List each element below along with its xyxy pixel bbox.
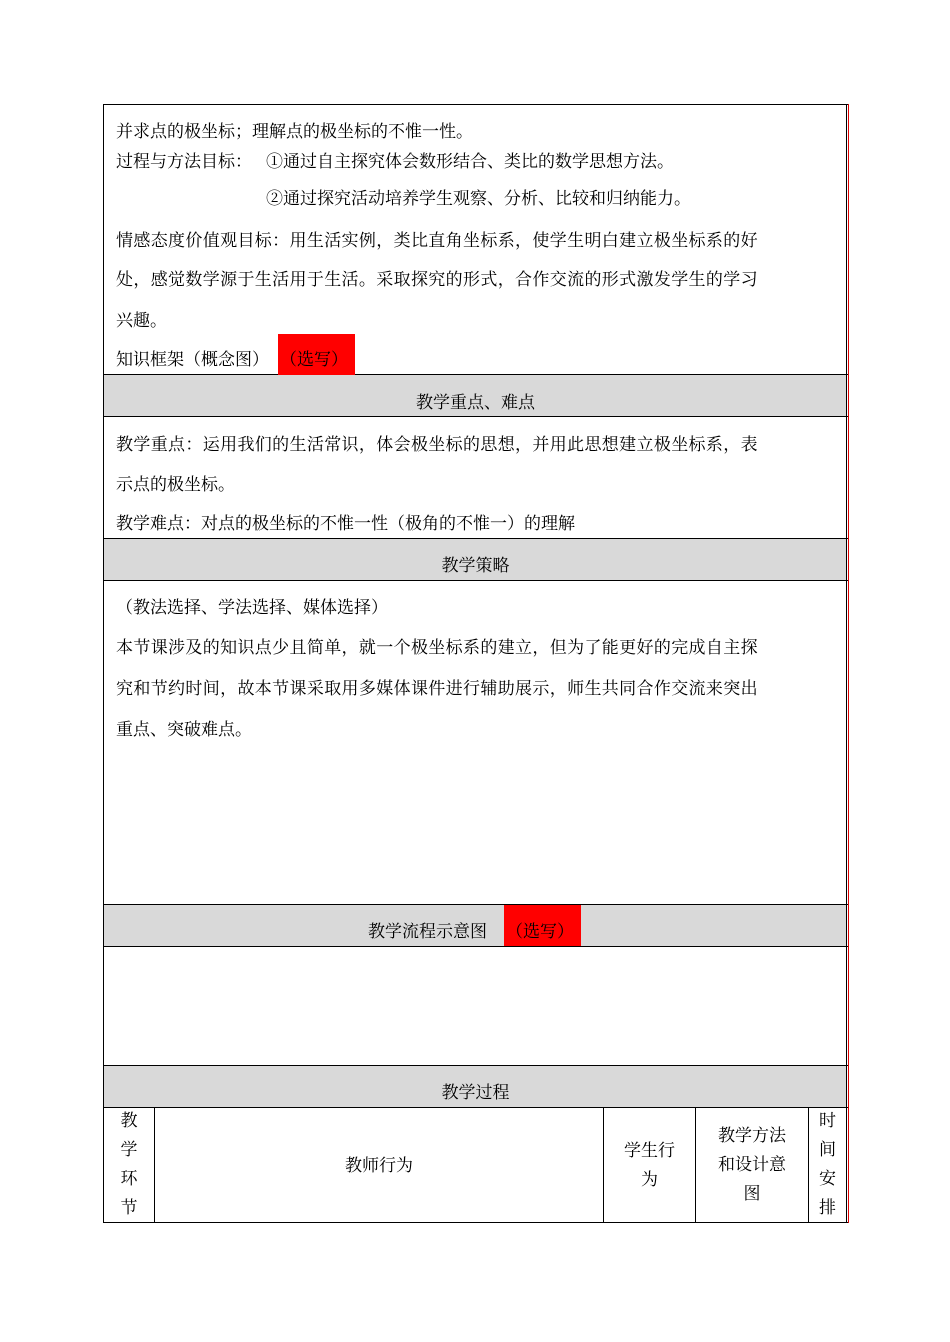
strategy-line: （教法选择、学法选择、媒体选择） [116, 598, 388, 618]
knowledge-framework-label: 知识框架（概念图） [116, 350, 269, 370]
col-header-stage [104, 1107, 154, 1223]
emotion-objective-line: 处，感觉数学源于生活用于生活。采取探究的形式，合作交流的形式激发学生的学习 [116, 270, 758, 290]
row-divider [103, 416, 848, 417]
key-points-header: 教学重点、难点 [416, 393, 535, 413]
strategy-line: 究和节约时间，故本节课采取用多媒体课件进行辅助展示，师生共同合作交流来突出 [116, 679, 758, 699]
col-header-time-char: 安 [819, 1169, 836, 1189]
col-header-stage-char: 环 [120, 1169, 138, 1189]
row-divider [103, 1107, 848, 1108]
table-right-border [846, 104, 847, 1223]
row-divider [103, 538, 848, 539]
strategy-header: 教学策略 [441, 556, 510, 576]
optional-tag-text: （选写） [506, 922, 574, 942]
process-header: 教学过程 [441, 1083, 510, 1103]
row-divider [103, 580, 848, 581]
col-header-time [809, 1107, 846, 1223]
optional-tag [504, 905, 581, 946]
col-header-time-char: 排 [819, 1198, 836, 1218]
strategy-line: 重点、突破难点。 [116, 720, 252, 740]
optional-tag [278, 334, 355, 375]
table-left-border [103, 104, 104, 1223]
col-header-stage-char: 教 [120, 1111, 138, 1131]
process-objective-label: 过程与方法目标： [116, 152, 252, 172]
emotion-objective-line: 兴趣。 [116, 311, 167, 331]
emotion-objective-line: 情感态度价值观目标：用生活实例，类比直角坐标系，使学生明白建立极坐标系的好 [116, 231, 758, 251]
col-header-time-char: 间 [819, 1140, 836, 1160]
col-header-student [604, 1137, 695, 1195]
teaching-focus-line: 教学重点：运用我们的生活常识，体会极坐标的思想，并用此思想建立极坐标系，表 [116, 435, 758, 455]
col-header-method-line: 和设计意 [718, 1155, 786, 1175]
flow-header: 教学流程示意图 [368, 922, 487, 942]
col-header-teacher: 教师行为 [345, 1156, 413, 1176]
table-bottom-border [103, 1222, 848, 1223]
teaching-difficulty-line: 教学难点：对点的极坐标的不惟一性（极角的不惟一）的理解 [116, 514, 575, 534]
process-objective-2: ②通过探究活动培养学生观察、分析、比较和归纳能力。 [266, 189, 691, 209]
row-divider [103, 1065, 848, 1066]
row-divider [103, 374, 848, 375]
objective-knowledge-line: 并求点的极坐标；理解点的极坐标的不惟一性。 [116, 122, 473, 142]
strategy-line: 本节课涉及的知识点少且简单，就一个极坐标系的建立，但为了能更好的完成自主探 [116, 638, 758, 658]
optional-tag-text: （选写） [280, 350, 348, 370]
col-header-stage-char: 节 [120, 1198, 138, 1218]
process-objective-1: ①通过自主探究体会数形结合、类比的数学思想方法。 [266, 152, 674, 172]
row-divider [103, 946, 848, 947]
teaching-focus-line: 示点的极坐标。 [116, 475, 235, 495]
col-header-method [696, 1122, 808, 1209]
col-header-stage-char: 学 [120, 1140, 138, 1160]
col-header-method-line: 图 [743, 1184, 761, 1204]
table-top-border [103, 104, 848, 105]
margin-red-line [848, 104, 849, 1223]
row-divider [103, 904, 848, 905]
col-header-student-line: 学生行 [624, 1141, 675, 1161]
col-header-student-line: 为 [641, 1170, 658, 1190]
col-header-method-line: 教学方法 [718, 1126, 786, 1146]
col-header-time-char: 时 [819, 1111, 836, 1131]
